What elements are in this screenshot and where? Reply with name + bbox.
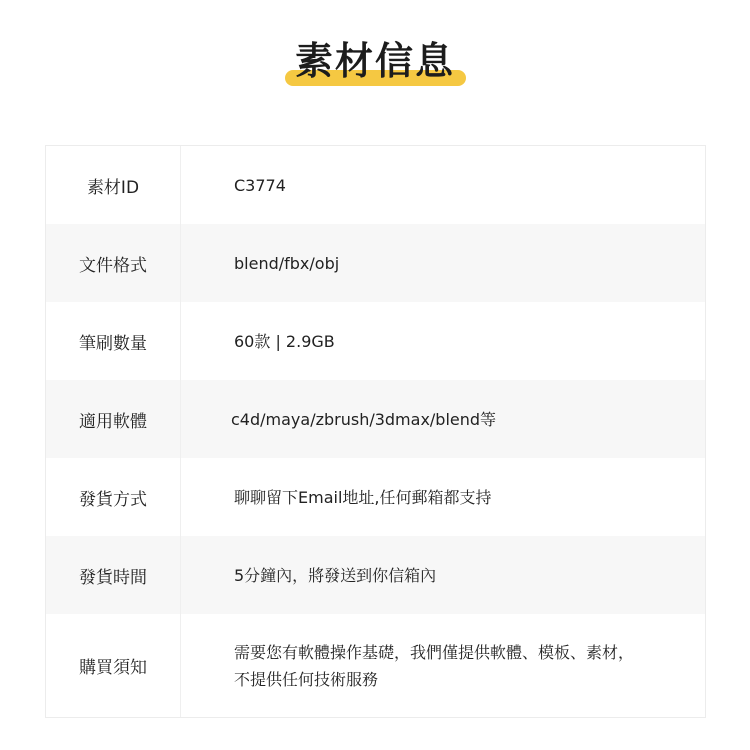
table-row-brush-count — [46, 302, 705, 380]
info-table — [45, 145, 706, 718]
notice-line: 需要您有軟體操作基礎，我們僅提供軟體、模板、素材， — [234, 642, 635, 662]
table-row-software — [46, 380, 705, 458]
row-label: 筆刷數量 — [46, 302, 181, 380]
row-value: C3774 — [234, 175, 286, 195]
row-value: c4d/maya/zbrush/3dmax/blend等 — [231, 409, 497, 429]
notice-line: 不提供任何技術服務 — [234, 669, 379, 689]
table-row-file-format — [46, 224, 705, 302]
row-label: 素材ID — [46, 146, 181, 224]
page-header — [0, 32, 750, 92]
row-value: 5分鐘內，將發送到你信箱內 — [234, 565, 437, 585]
table-row-delivery-method — [46, 458, 705, 536]
table-row-purchase-notice — [46, 614, 705, 717]
table-row-id — [46, 146, 705, 224]
row-label: 適用軟體 — [46, 380, 181, 458]
row-value — [181, 639, 705, 693]
row-value: blend/fbx/obj — [234, 253, 340, 273]
page-title: 素材信息 — [294, 39, 455, 83]
row-label: 發貨時間 — [46, 536, 181, 614]
row-value: 60款 | 2.9GB — [234, 331, 335, 351]
row-label: 購買須知 — [46, 614, 181, 717]
table-row-delivery-time — [46, 536, 705, 614]
row-value: 聊聊留下Email地址,任何郵箱都支持 — [234, 487, 492, 507]
row-label: 發貨方式 — [46, 458, 181, 536]
row-label: 文件格式 — [46, 224, 181, 302]
